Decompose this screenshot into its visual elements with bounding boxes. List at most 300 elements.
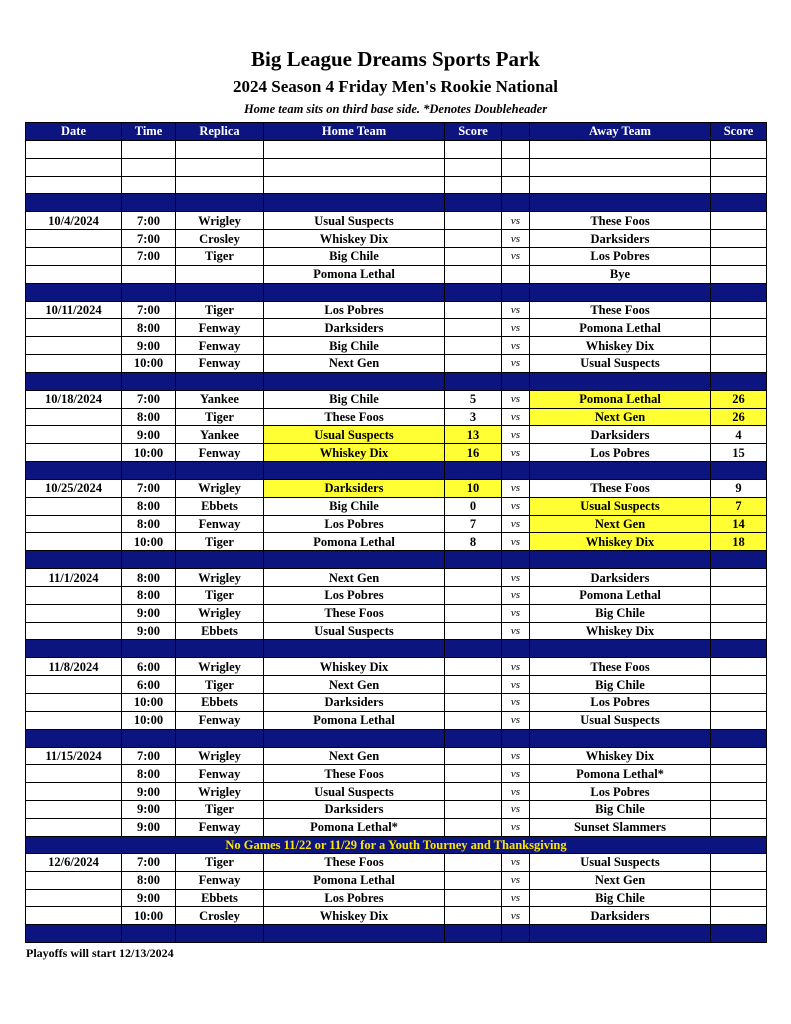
away-score: 14 [711, 515, 767, 533]
home-team: Next Gen [264, 569, 445, 587]
game-row [26, 301, 767, 319]
vs-label: vs [502, 319, 530, 337]
game-time: 7:00 [122, 301, 176, 319]
home-team: Whiskey Dix [264, 230, 445, 248]
game-row [26, 569, 767, 587]
empty-cell [502, 141, 530, 159]
game-time: 7:00 [122, 854, 176, 872]
away-team: Usual Suspects [530, 711, 711, 729]
vs-label: vs [502, 693, 530, 711]
game-date [26, 533, 122, 551]
game-row [26, 711, 767, 729]
away-team: These Foos [530, 658, 711, 676]
game-time: 8:00 [122, 765, 176, 783]
empty-cell [502, 461, 530, 479]
vs-label: vs [502, 390, 530, 408]
game-time: 9:00 [122, 800, 176, 818]
home-team: Next Gen [264, 676, 445, 694]
vs-label: vs [502, 586, 530, 604]
game-row [26, 479, 767, 497]
game-row [26, 230, 767, 248]
empty-cell [176, 729, 264, 747]
empty-cell [264, 372, 445, 390]
home-team: Usual Suspects [264, 622, 445, 640]
empty-cell [264, 551, 445, 569]
home-score [445, 301, 502, 319]
game-date [26, 247, 122, 265]
home-team: Pomona Lethal [264, 711, 445, 729]
away-score [711, 818, 767, 836]
game-time: 6:00 [122, 676, 176, 694]
game-replica [176, 265, 264, 283]
empty-cell [122, 925, 176, 943]
away-score [711, 604, 767, 622]
empty-cell [26, 194, 122, 212]
home-score [445, 889, 502, 907]
game-time: 8:00 [122, 871, 176, 889]
empty-cell [26, 372, 122, 390]
game-replica: Fenway [176, 337, 264, 355]
home-team: Darksiders [264, 319, 445, 337]
vs-label: vs [502, 676, 530, 694]
schedule-note: Home team sits on third base side. *Denotes Doubleheader [243, 102, 548, 116]
home-team: Los Pobres [264, 301, 445, 319]
home-team: Pomona Lethal [264, 533, 445, 551]
away-team: These Foos [530, 301, 711, 319]
away-team: Los Pobres [530, 247, 711, 265]
away-score [711, 765, 767, 783]
game-replica: Fenway [176, 871, 264, 889]
game-time: 9:00 [122, 604, 176, 622]
vs-label: vs [502, 854, 530, 872]
col-header-home-team: Home Team [264, 123, 445, 141]
page-title: Big League Dreams Sports Park [251, 47, 540, 71]
away-team: Darksiders [530, 230, 711, 248]
home-team: Whiskey Dix [264, 907, 445, 925]
empty-cell [264, 283, 445, 301]
empty-cell [176, 551, 264, 569]
game-date [26, 230, 122, 248]
no-games-message: No Games 11/22 or 11/29 for a Youth Tourney and Thanksgiving [26, 836, 767, 854]
game-row [26, 319, 767, 337]
home-team: These Foos [264, 604, 445, 622]
empty-cell [711, 461, 767, 479]
game-row [26, 907, 767, 925]
game-time [122, 265, 176, 283]
away-team: Big Chile [530, 800, 711, 818]
home-score [445, 854, 502, 872]
game-date [26, 586, 122, 604]
vs-label: vs [502, 800, 530, 818]
home-score [445, 604, 502, 622]
away-score [711, 783, 767, 801]
no-games-banner [26, 836, 767, 854]
away-score: 26 [711, 408, 767, 426]
away-score [711, 747, 767, 765]
game-date [26, 319, 122, 337]
home-score [445, 212, 502, 230]
game-row [26, 622, 767, 640]
game-replica: Wrigley [176, 569, 264, 587]
home-score [445, 586, 502, 604]
game-row [26, 871, 767, 889]
game-replica: Wrigley [176, 747, 264, 765]
away-team: Los Pobres [530, 693, 711, 711]
vs-label: vs [502, 569, 530, 587]
game-date [26, 818, 122, 836]
blank-row [26, 158, 767, 176]
game-row [26, 247, 767, 265]
empty-cell [26, 176, 122, 194]
game-replica: Crosley [176, 230, 264, 248]
empty-cell [502, 194, 530, 212]
home-team: Big Chile [264, 390, 445, 408]
game-row [26, 533, 767, 551]
empty-cell [122, 551, 176, 569]
game-time: 8:00 [122, 497, 176, 515]
game-replica: Tiger [176, 676, 264, 694]
col-header-vs [502, 123, 530, 141]
empty-cell [445, 461, 502, 479]
vs-label: vs [502, 765, 530, 783]
game-time: 7:00 [122, 479, 176, 497]
game-replica: Tiger [176, 586, 264, 604]
away-team: Whiskey Dix [530, 622, 711, 640]
vs-label: vs [502, 871, 530, 889]
game-time: 8:00 [122, 408, 176, 426]
empty-cell [445, 640, 502, 658]
game-row [26, 444, 767, 462]
away-team: Next Gen [530, 515, 711, 533]
home-score: 13 [445, 426, 502, 444]
game-row [26, 426, 767, 444]
empty-cell [711, 176, 767, 194]
empty-cell [502, 640, 530, 658]
away-team: Darksiders [530, 426, 711, 444]
away-team: Big Chile [530, 889, 711, 907]
game-date [26, 907, 122, 925]
away-score [711, 871, 767, 889]
empty-cell [530, 372, 711, 390]
game-replica: Fenway [176, 354, 264, 372]
home-score [445, 711, 502, 729]
home-score [445, 871, 502, 889]
empty-cell [445, 141, 502, 159]
empty-cell [445, 925, 502, 943]
empty-cell [26, 640, 122, 658]
vs-label: vs [502, 818, 530, 836]
home-score [445, 265, 502, 283]
home-team: These Foos [264, 854, 445, 872]
home-score [445, 747, 502, 765]
game-row [26, 818, 767, 836]
week-separator [26, 640, 767, 658]
game-time: 10:00 [122, 444, 176, 462]
vs-label: vs [502, 604, 530, 622]
home-team: Whiskey Dix [264, 444, 445, 462]
empty-cell [711, 372, 767, 390]
game-time: 7:00 [122, 212, 176, 230]
away-score [711, 622, 767, 640]
vs-label [502, 265, 530, 283]
empty-cell [445, 551, 502, 569]
away-score [711, 247, 767, 265]
away-score [711, 301, 767, 319]
game-date [26, 337, 122, 355]
game-time: 10:00 [122, 354, 176, 372]
empty-cell [122, 158, 176, 176]
empty-cell [176, 158, 264, 176]
game-date: 11/1/2024 [26, 569, 122, 587]
game-date [26, 622, 122, 640]
home-team: Los Pobres [264, 515, 445, 533]
home-score [445, 783, 502, 801]
empty-cell [264, 158, 445, 176]
game-time: 8:00 [122, 569, 176, 587]
empty-cell [445, 283, 502, 301]
empty-cell [502, 283, 530, 301]
away-score: 26 [711, 390, 767, 408]
home-score [445, 569, 502, 587]
away-score [711, 889, 767, 907]
empty-cell [26, 551, 122, 569]
empty-cell [530, 283, 711, 301]
away-team: Bye [530, 265, 711, 283]
game-replica: Tiger [176, 854, 264, 872]
vs-label: vs [502, 658, 530, 676]
week-separator [26, 283, 767, 301]
col-header-replica: Replica [176, 123, 264, 141]
away-score [711, 337, 767, 355]
game-row [26, 783, 767, 801]
game-row [26, 765, 767, 783]
game-time: 10:00 [122, 693, 176, 711]
vs-label: vs [502, 907, 530, 925]
page-subtitle: 2024 Season 4 Friday Men's Rookie National [233, 77, 558, 96]
away-score [711, 693, 767, 711]
vs-label: vs [502, 533, 530, 551]
game-row [26, 337, 767, 355]
game-row [26, 747, 767, 765]
away-score [711, 854, 767, 872]
home-score [445, 658, 502, 676]
home-score [445, 622, 502, 640]
game-time: 7:00 [122, 390, 176, 408]
home-team: Los Pobres [264, 889, 445, 907]
empty-cell [530, 194, 711, 212]
game-row [26, 889, 767, 907]
empty-cell [530, 729, 711, 747]
empty-cell [176, 176, 264, 194]
empty-cell [530, 551, 711, 569]
home-team: Whiskey Dix [264, 658, 445, 676]
empty-cell [711, 729, 767, 747]
vs-label: vs [502, 622, 530, 640]
away-team: Usual Suspects [530, 354, 711, 372]
game-row [26, 693, 767, 711]
home-team: Next Gen [264, 354, 445, 372]
away-score [711, 230, 767, 248]
game-replica: Yankee [176, 426, 264, 444]
empty-cell [26, 158, 122, 176]
away-score [711, 569, 767, 587]
game-time: 9:00 [122, 426, 176, 444]
home-score [445, 230, 502, 248]
game-replica: Ebbets [176, 889, 264, 907]
vs-label: vs [502, 354, 530, 372]
home-team: Usual Suspects [264, 426, 445, 444]
week-separator [26, 925, 767, 943]
game-row [26, 497, 767, 515]
game-date [26, 783, 122, 801]
home-team: Big Chile [264, 497, 445, 515]
empty-cell [122, 141, 176, 159]
away-team: Pomona Lethal [530, 586, 711, 604]
vs-label: vs [502, 408, 530, 426]
empty-cell [711, 551, 767, 569]
away-score [711, 800, 767, 818]
blank-row [26, 141, 767, 159]
game-time: 8:00 [122, 319, 176, 337]
empty-cell [264, 729, 445, 747]
game-replica: Wrigley [176, 658, 264, 676]
home-team: Big Chile [264, 337, 445, 355]
vs-label: vs [502, 247, 530, 265]
away-score [711, 354, 767, 372]
home-score: 16 [445, 444, 502, 462]
away-score [711, 586, 767, 604]
week-separator [26, 729, 767, 747]
home-team: These Foos [264, 408, 445, 426]
game-row [26, 604, 767, 622]
game-replica: Fenway [176, 711, 264, 729]
game-row [26, 658, 767, 676]
home-team: Darksiders [264, 693, 445, 711]
game-date [26, 515, 122, 533]
empty-cell [264, 640, 445, 658]
home-team: Darksiders [264, 800, 445, 818]
game-time: 8:00 [122, 586, 176, 604]
empty-cell [530, 925, 711, 943]
empty-cell [502, 925, 530, 943]
away-score [711, 265, 767, 283]
away-score [711, 319, 767, 337]
empty-cell [445, 176, 502, 194]
away-team: Pomona Lethal [530, 390, 711, 408]
game-replica: Wrigley [176, 604, 264, 622]
game-date [26, 604, 122, 622]
home-score [445, 818, 502, 836]
empty-cell [445, 158, 502, 176]
game-time: 9:00 [122, 889, 176, 907]
home-score: 10 [445, 479, 502, 497]
home-score [445, 800, 502, 818]
empty-cell [530, 461, 711, 479]
game-replica: Fenway [176, 444, 264, 462]
game-replica: Tiger [176, 533, 264, 551]
game-replica: Fenway [176, 515, 264, 533]
empty-cell [176, 194, 264, 212]
empty-cell [176, 461, 264, 479]
home-team: Pomona Lethal* [264, 818, 445, 836]
game-date: 10/11/2024 [26, 301, 122, 319]
home-score: 8 [445, 533, 502, 551]
empty-cell [264, 925, 445, 943]
game-time: 6:00 [122, 658, 176, 676]
empty-cell [122, 194, 176, 212]
away-score [711, 658, 767, 676]
game-time: 7:00 [122, 747, 176, 765]
empty-cell [122, 640, 176, 658]
game-date [26, 676, 122, 694]
empty-cell [711, 141, 767, 159]
game-replica: Wrigley [176, 783, 264, 801]
game-date [26, 426, 122, 444]
empty-cell [445, 372, 502, 390]
game-date: 10/18/2024 [26, 390, 122, 408]
game-date: 12/6/2024 [26, 854, 122, 872]
empty-cell [264, 141, 445, 159]
empty-cell [26, 461, 122, 479]
empty-cell [711, 640, 767, 658]
game-date [26, 800, 122, 818]
game-time: 7:00 [122, 230, 176, 248]
empty-cell [711, 925, 767, 943]
empty-cell [445, 194, 502, 212]
game-replica: Tiger [176, 301, 264, 319]
home-team: Los Pobres [264, 586, 445, 604]
away-team: Los Pobres [530, 783, 711, 801]
vs-label: vs [502, 337, 530, 355]
game-time: 7:00 [122, 247, 176, 265]
empty-cell [711, 158, 767, 176]
game-replica: Crosley [176, 907, 264, 925]
away-team: Los Pobres [530, 444, 711, 462]
game-time: 9:00 [122, 622, 176, 640]
away-score: 7 [711, 497, 767, 515]
empty-cell [502, 729, 530, 747]
game-date: 10/25/2024 [26, 479, 122, 497]
game-time: 9:00 [122, 337, 176, 355]
away-team: Pomona Lethal [530, 319, 711, 337]
playoffs-note: Playoffs will start 12/13/2024 [26, 946, 174, 960]
away-team: These Foos [530, 479, 711, 497]
away-team: Whiskey Dix [530, 747, 711, 765]
game-date: 11/15/2024 [26, 747, 122, 765]
empty-cell [502, 176, 530, 194]
game-replica: Ebbets [176, 622, 264, 640]
vs-label: vs [502, 711, 530, 729]
away-team: Darksiders [530, 907, 711, 925]
home-score: 3 [445, 408, 502, 426]
away-team: Next Gen [530, 408, 711, 426]
home-score [445, 247, 502, 265]
away-score: 15 [711, 444, 767, 462]
empty-cell [264, 461, 445, 479]
home-score [445, 354, 502, 372]
game-time: 8:00 [122, 515, 176, 533]
home-score [445, 337, 502, 355]
game-date [26, 265, 122, 283]
game-date [26, 354, 122, 372]
home-score: 5 [445, 390, 502, 408]
empty-cell [264, 194, 445, 212]
game-date [26, 871, 122, 889]
away-team: Sunset Slammers [530, 818, 711, 836]
away-score: 4 [711, 426, 767, 444]
home-team: Next Gen [264, 747, 445, 765]
col-header-away-team: Away Team [530, 123, 711, 141]
